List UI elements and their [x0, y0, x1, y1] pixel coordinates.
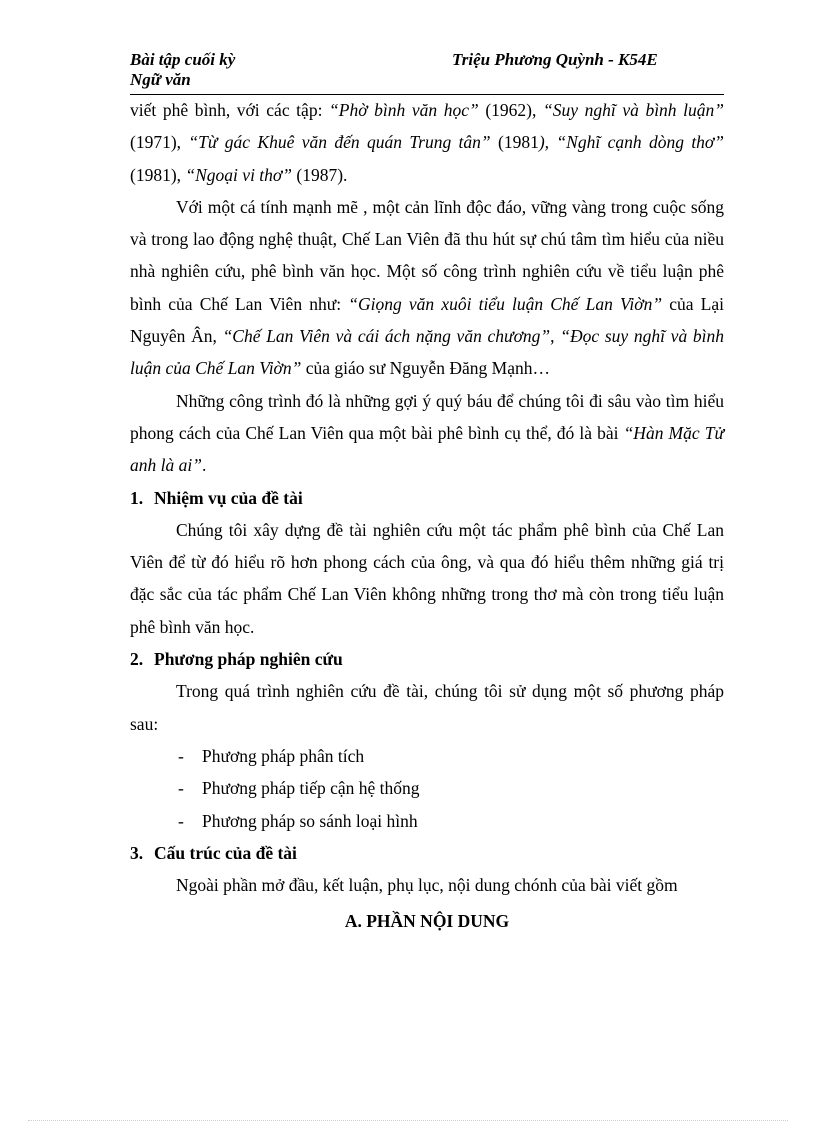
work-title: “Hàn Mặc Tử anh là ai” [130, 422, 724, 476]
section-number: 2. [130, 649, 144, 670]
book-title: “Từ gác Khuê văn đến quán Trung tân” [188, 132, 491, 153]
section-heading-structure [130, 837, 724, 869]
section-title: Nhiệm vụ của đề tài [154, 487, 303, 508]
header-author: Triệu Phương Quỳnh - K54E [452, 50, 658, 69]
part-heading: A. PHẦN NỘI DUNG [344, 911, 510, 932]
text-run: (1987). [292, 164, 348, 185]
book-title: “Suy nghĩ và bình luận” [543, 100, 725, 120]
text-run: , [550, 326, 561, 347]
page-header [130, 50, 724, 95]
page-body [130, 92, 724, 938]
list-item [130, 805, 724, 837]
book-title: ), “Nghĩ cạnh dòng thơ” [538, 132, 725, 153]
text-run: của giáo sư Nguyễn Đăng Mạnh… [301, 358, 550, 379]
list-dash: - [178, 778, 184, 799]
paragraph-research-overview [130, 191, 724, 385]
section-number: 3. [130, 842, 144, 863]
section-heading-methods [130, 643, 724, 675]
page-bottom-divider [28, 1120, 788, 1121]
list-dash: - [178, 810, 184, 831]
list-item-text: Phương pháp tiếp cận hệ thống [202, 778, 420, 799]
paragraph-works-list [130, 94, 724, 191]
paragraph-tasks: Chúng tôi xây dựng đề tài nghiên cứu một tác phẩm phê bình của Chế Lan Viên để từ đó hiểu rõ hơn phong cách của ông, và qua đó hiểu thêm những giá trị đặc sắc của tác phẩm Chế Lan Viên không những trong thơ mà còn trong tiểu luận phê bình văn học. [130, 519, 724, 637]
text-run: Những công trình đó là những gợi ý quý báu để chúng tôi đi sâu vào tìm hiểu phong cách của Chế Lan Viên qua một bài phê bình cụ thể, đó là bài [130, 390, 724, 443]
section-title: Cấu trúc của đề tài [154, 842, 297, 863]
section-number: 1. [130, 487, 144, 508]
work-title: “Giọng văn xuôi tiểu luận Chế Lan Viờn” [348, 293, 663, 314]
text-run: . [201, 455, 207, 476]
work-title: “Đọc suy nghĩ và bình luận của Chế Lan Viờn” [130, 326, 725, 379]
paragraph-structure: Ngoài phần mở đầu, kết luận, phụ lục, nội dung chónh của bài viết gồm [176, 875, 678, 896]
section-title: Phương pháp nghiên cứu [154, 649, 343, 670]
text-run: của Lại Nguyên Ân, [130, 293, 724, 347]
list-item-text: Phương pháp phân tích [202, 745, 365, 766]
work-title: “Chế Lan Viên và cái ách nặng văn chương” [222, 326, 551, 347]
text-run: Với một cá tính mạnh mẽ , một cản lĩnh độc đáo, vững vàng trong cuộc sống và trong lao động nghệ thuật, Chế Lan Viên đã thu hút sự chú tâm tìm hiểu của niều nhà nghiên cứu, phê bình văn học. Một số công trình nghiên cứu về tiểu luận phê bình của Chế Lan Viên như: [130, 196, 724, 314]
text-run: (1971), [130, 132, 189, 153]
paragraph-focus [130, 385, 724, 482]
list-item [130, 772, 724, 804]
text-run: (1962), [478, 100, 543, 120]
header-course: Bài tập cuối kỳ [130, 50, 236, 69]
list-dash: - [178, 745, 184, 766]
book-title: “Phờ bình văn học” [329, 100, 479, 120]
paragraph-methods: Trong quá trình nghiên cứu đề tài, chúng tôi sử dụng một số phương pháp sau: [130, 681, 724, 734]
section-heading-tasks [130, 482, 724, 514]
text-run: (1981 [490, 132, 539, 153]
book-title: “Ngoại vi thơ” [185, 164, 292, 185]
list-item [130, 740, 724, 772]
text-run: viết phê bình, với các tập: [130, 100, 330, 120]
header-subject: Ngữ văn [130, 70, 191, 89]
text-run: (1981), [130, 164, 186, 185]
header-left [130, 50, 235, 90]
list-item-text: Phương pháp so sánh loại hình [202, 810, 418, 831]
